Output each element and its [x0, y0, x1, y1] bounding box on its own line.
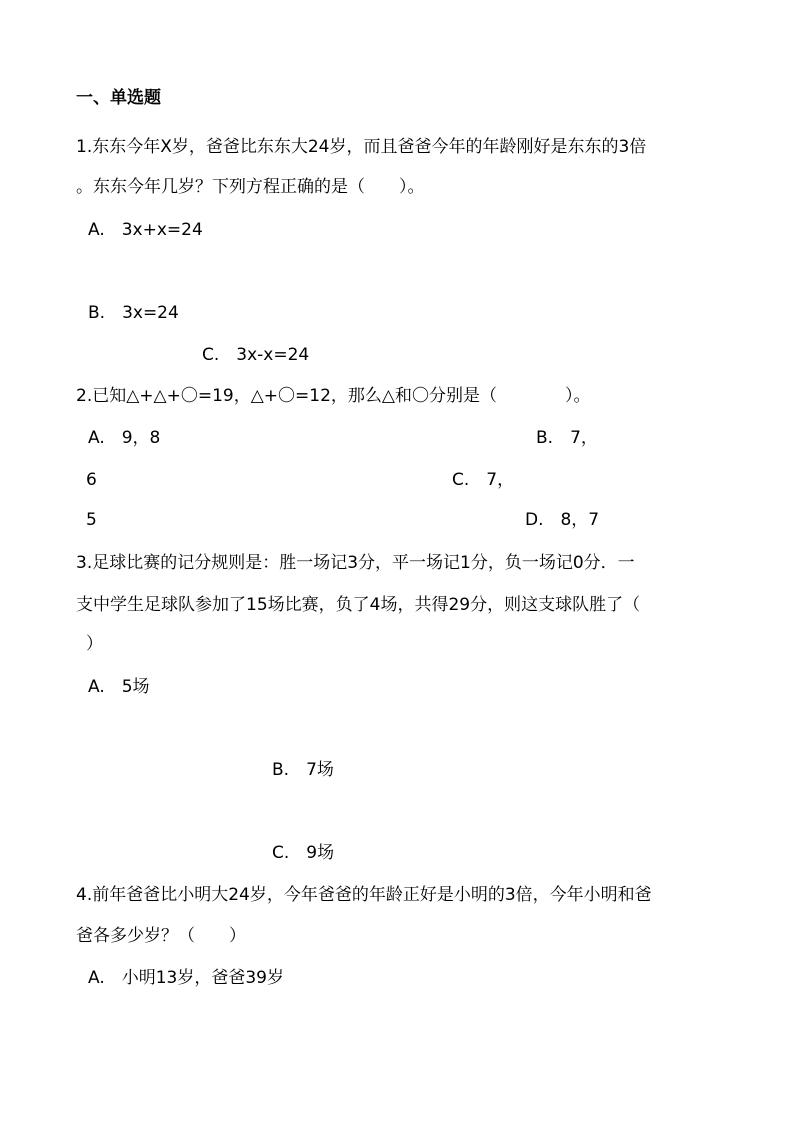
question-2-option-a: A. 9，8 — [88, 428, 161, 448]
section-title: 一、单选题 — [76, 88, 161, 108]
question-4-option-a: A. 小明13岁，爸爸39岁 — [88, 968, 284, 988]
question-3-stem-line-1: 3.足球比赛的记分规则是：胜一场记3分，平一场记1分，负一场记0分．一 — [76, 553, 635, 573]
question-2-option-d: D. 8，7 — [525, 510, 600, 530]
question-1-option-c: C. 3x-x=24 — [202, 345, 310, 365]
question-3-stem-line-2: 支中学生足球队参加了15场比赛，负了4场，共得29分，则这支球队胜了（ — [76, 595, 641, 615]
question-1-stem-line-1: 1.东东今年Ⅹ岁，爸爸比东东大24岁，而且爸爸今年的年龄刚好是东东的3倍 — [76, 137, 647, 157]
question-2-option-b-continued: 6 — [86, 470, 97, 490]
question-2-option-b: B. 7， — [536, 428, 598, 448]
question-1-option-a: A. 3x+x=24 — [88, 220, 203, 240]
question-3-option-a: A. 5场 — [88, 677, 150, 697]
question-2-option-c: C. 7， — [452, 470, 515, 490]
question-3-option-c: C. 9场 — [272, 843, 335, 863]
question-3-option-b: B. 7场 — [272, 760, 334, 780]
question-2-stem-line-1: 2.已知△+△+〇=19，△+〇=12，那么△和〇分别是（ ）。 — [76, 386, 591, 406]
question-4-stem-line-1: 4.前年爸爸比小明大24岁，今年爸爸的年龄正好是小明的3倍，今年小明和爸 — [76, 885, 652, 905]
question-3-stem-line-3: ） — [86, 634, 103, 654]
question-2-option-c-continued: 5 — [86, 510, 97, 530]
question-1-stem-line-2: 。东东今年几岁？下列方程正确的是（ ）。 — [76, 177, 425, 197]
question-4-stem-line-2: 爸各多少岁？（ ） — [76, 926, 246, 946]
question-1-option-b: B. 3x=24 — [88, 303, 179, 323]
